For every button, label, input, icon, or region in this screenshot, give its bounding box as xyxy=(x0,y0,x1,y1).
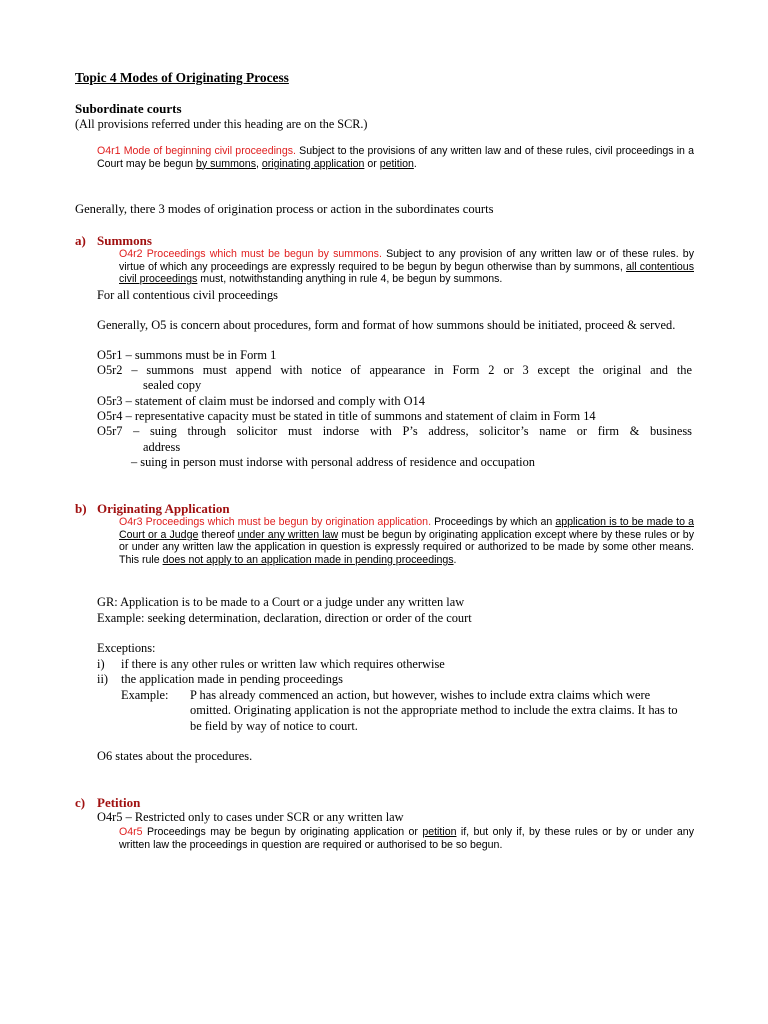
section-marker-a: a) xyxy=(75,233,86,248)
rule-o5r3: O5r3 – statement of claim must be indorsed and comply with O14 xyxy=(97,394,425,408)
gr-text: GR: Application is to be made to a Court or a judge under any written law xyxy=(97,595,465,609)
o4r1-ref: O4r1 Mode of beginning civil proceedings. xyxy=(97,145,296,157)
subordinate-note: (All provisions referred under this heading are on the SCR.) xyxy=(75,117,368,131)
subordinate-courts-heading: Subordinate courts xyxy=(75,101,182,116)
o4r5-line: O4r5 – Restricted only to cases under SCR or any written law xyxy=(97,810,404,824)
rule-o5r4: O5r4 – representative capacity must be stated in title of summons and statement of claim in Form 14 xyxy=(97,409,596,423)
o6-text: O6 states about the procedures. xyxy=(97,749,253,763)
rule-o5r7: O5r7 – suing through solicitor must indorse with P’s address, solicitor’s name or firm & business xyxy=(97,424,692,438)
section-marker-b: b) xyxy=(75,501,87,516)
o5-general-text: Generally, O5 is concern about procedures, form and format of how summons should be initiated, proceed & served. xyxy=(97,318,676,332)
o4r3-ref: O4r3 Proceedings which must be begun by origination application. xyxy=(119,516,432,528)
intro-text: Generally, there 3 modes of origination process or action in the subordinates courts xyxy=(75,202,494,216)
rule-o5r7-person: – suing in person must indorse with personal address of residence and occupation xyxy=(131,455,535,469)
o4r5-ref: O4r5 xyxy=(119,826,143,838)
o4r2-block: O4r2 Proceedings which must be begun by summons. Subject to any provision of any written law or of these rules. by virtue of which any proceedings are expressly required to be begun by begun otherwise than by summons, all contentious civil proceedings must, notwithstanding anything in rule 4, be begun by summons. xyxy=(119,248,694,286)
rule-o5r7-cont: address xyxy=(143,440,181,454)
page-title: Topic 4 Modes of Originating Process xyxy=(75,70,289,85)
o4r3-block: O4r3 Proceedings which must be begun by origination application. Proceedings by which an application is to be made to a Court or a Judge thereof under any written law must be begun by originating application except where by these rules or by or under any written law the application in question is expressly required or authorized to be made by some other means. This rule does not apply to an application made in pending proceedings. xyxy=(119,516,694,566)
o4r1-block: O4r1 Mode of beginning civil proceedings. Subject to the provisions of any written law and of these rules, civil proceedings in a Court may be begun by summons, originating application or petition. xyxy=(97,145,694,170)
rule-o5r2-cont: sealed copy xyxy=(143,378,202,392)
for-all-text: For all contentious civil proceedings xyxy=(97,288,279,302)
exception-2-num: ii) xyxy=(97,672,109,686)
summons-heading: Summons xyxy=(97,233,152,248)
exception-1-num: i) xyxy=(97,657,105,671)
o4r2-ref: O4r2 Proceedings which must be begun by summons. xyxy=(119,248,382,260)
o4r5-block: O4r5 Proceedings may be begun by originating application or petition if, but only if, by these rules or by or under any written law the proceedings in question are required or authorised to be so begun. xyxy=(119,826,694,851)
originating-application-heading: Originating Application xyxy=(97,501,230,516)
exception-example-text: P has already commenced an action, but however, wishes to include extra claims which were omitted. Originating application is not the appropriate method to include the extra claims. It has to be field by way of notice to court. xyxy=(190,688,678,733)
example-text: Example: seeking determination, declaration, direction or order of the court xyxy=(97,611,472,625)
exceptions-label: Exceptions: xyxy=(97,641,156,655)
petition-heading: Petition xyxy=(97,795,141,810)
rule-o5r2: O5r2 – summons must append with notice of appearance in Form 2 or 3 except the original and the xyxy=(97,363,692,377)
section-marker-c: c) xyxy=(75,795,86,810)
exception-2-text: the application made in pending proceedings xyxy=(121,672,343,686)
exception-example-label: Example: xyxy=(121,688,169,702)
rule-o5r1: O5r1 – summons must be in Form 1 xyxy=(97,348,277,362)
exception-1-text: if there is any other rules or written law which requires otherwise xyxy=(121,657,445,671)
